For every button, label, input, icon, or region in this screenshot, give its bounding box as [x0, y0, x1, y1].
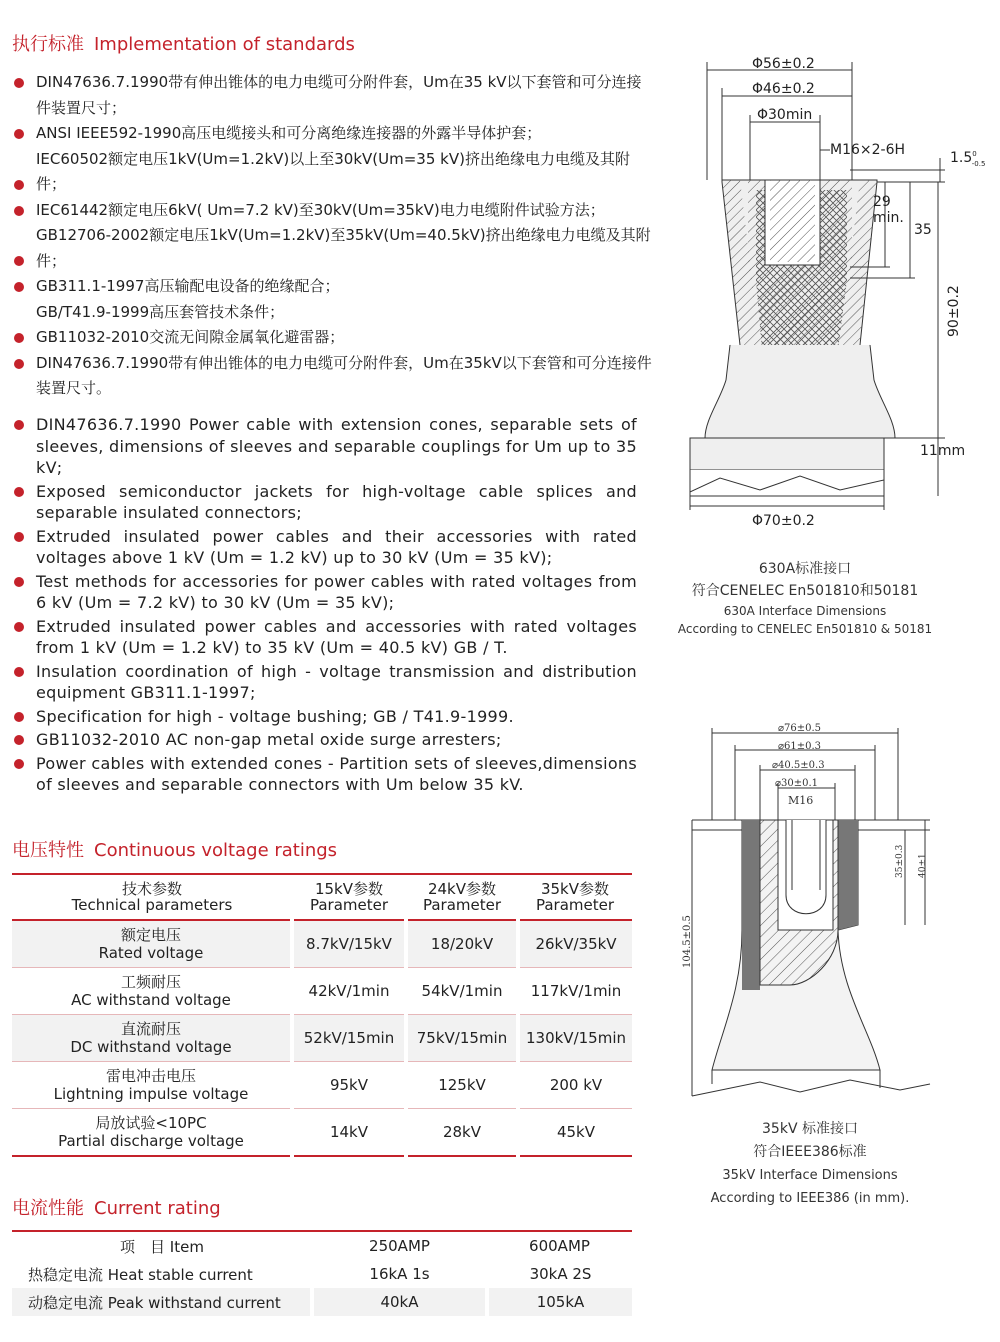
list-item: GB12706-2002额定电压1kV(Um=1.2kV)至35kV(Um=40.5kV)挤出绝缘电力电缆及其附件；: [12, 223, 652, 274]
value-cell: 45kV: [518, 1109, 632, 1157]
header-600amp: 600AMP: [529, 1237, 590, 1255]
standards-title-en: Implementation of standards: [94, 34, 355, 55]
value-cell: 54kV/1min: [406, 968, 518, 1015]
bullet-icon: [14, 577, 24, 587]
bullet-icon: [14, 256, 24, 266]
dim-d46: Φ46±0.2: [752, 81, 815, 97]
standards-list-cn: [12, 70, 652, 402]
value-cell: 125kV: [406, 1062, 518, 1109]
value-cell: 30kA 2S: [529, 1265, 592, 1283]
interface-drawing-35kv: [670, 715, 960, 1115]
bullet-icon: [14, 129, 24, 139]
list-item: IEC60502额定电压1kV(Um=1.2kV)以上至30kV(Um=35 kV)挤出绝缘电力电缆及其附件；: [12, 147, 652, 198]
current-title-en: Current rating: [94, 1198, 221, 1219]
value-cell: 8.7kV/15kV: [292, 920, 406, 968]
parameter-cell: 直流耐压 DC withstand voltage: [12, 1015, 292, 1062]
value-cell: 28kV: [406, 1109, 518, 1157]
table-row: [12, 1062, 632, 1109]
header-35kv: 35kV参数 Parameter: [518, 874, 632, 920]
voltage-title-cn: 电压特性: [12, 840, 84, 861]
dim-d30: ⌀30±0.1: [775, 778, 819, 789]
standards-heading: [12, 30, 355, 56]
value-cell: 105kA: [487, 1288, 632, 1316]
table-row: [12, 1015, 632, 1062]
list-item: Extruded insulated power cables and their accessories with rated voltages above 1 kV (Um = 1.2 kV) up to 30 kV (Um = 35 kV);: [12, 526, 637, 569]
list-item: DIN47636.7.1990带有伸出锥体的电力电缆可分附件套，Um在35kV以下套管和可分连接件装置尺寸。: [12, 351, 652, 402]
voltage-heading: [12, 836, 337, 862]
parameter-cell: 局放试验<10PC Partial discharge voltage: [12, 1109, 292, 1157]
dim-35: 35±0.3: [895, 844, 905, 878]
bullet-icon: [14, 282, 24, 292]
value-cell: 75kV/15min: [406, 1015, 518, 1062]
item-cell: 动稳定电流 Peak withstand current: [12, 1288, 312, 1316]
value-cell: 117kV/1min: [518, 968, 632, 1015]
bullet-icon: [14, 532, 24, 542]
list-item: GB11032-2010 AC non-gap metal oxide surge arresters;: [12, 729, 637, 751]
value-cell: 18/20kV: [406, 920, 518, 968]
bullet-icon: [14, 206, 24, 216]
bullet-icon: [14, 180, 24, 190]
table-row: [12, 920, 632, 968]
list-item: DIN47636.7.1990 Power cable with extension cones, separable sets of sleeves, dimensions of sleeves and separable couplings for Um up to 35 kV;: [12, 414, 637, 479]
list-item: ANSI IEEE592-1990高压电缆接头和可分离绝缘连接器的外露半导体护套；: [12, 121, 652, 147]
parameter-cell: 雷电冲击电压 Lightning impulse voltage: [12, 1062, 292, 1109]
table-row: [12, 1109, 632, 1157]
value-cell: 26kV/35kV: [518, 920, 632, 968]
dim-90: 90±0.2: [946, 285, 962, 337]
value-cell: 16kA 1s: [312, 1260, 487, 1288]
value-cell: 200 kV: [518, 1062, 632, 1109]
list-item: Power cables with extended cones - Partition sets of sleeves,dimensions of sleeves and separable connectors with Um below 35 kV.: [12, 753, 637, 796]
value-cell: 52kV/15min: [292, 1015, 406, 1062]
value-cell: 40kA: [312, 1288, 487, 1316]
dim-d56: Φ56±0.2: [752, 56, 815, 72]
header-250amp: 250AMP: [369, 1237, 430, 1255]
header-technical-parameters: 技术参数 Technical parameters: [12, 874, 292, 920]
parameter-cell: 额定电压 Rated voltage: [12, 920, 292, 968]
list-item: Exposed semiconductor jackets for high-voltage cable splices and separable insulated connectors;: [12, 481, 637, 524]
header-24kv: 24kV参数 Parameter: [406, 874, 518, 920]
dim-35: 35: [914, 222, 932, 238]
value-cell: 42kV/1min: [292, 968, 406, 1015]
bullet-icon: [14, 359, 24, 369]
standards-title-cn: 执行标准: [12, 34, 84, 55]
dim-1-5: $1.5^0$ -0.5: [950, 150, 986, 168]
list-item: Extruded insulated power cables and accessories with rated voltages from 1 kV (Um = 1.2 kV) to 35 kV (Um = 40.5 kV) GB / T.: [12, 616, 637, 659]
list-item: GB/T41.9-1999高压套管技术条件；: [36, 302, 285, 321]
bullet-icon: [14, 735, 24, 745]
value-cell: 130kV/15min: [518, 1015, 632, 1062]
list-item: Specification for high - voltage bushing; GB / T41.9-1999.: [12, 706, 637, 728]
table-header-row: [12, 874, 632, 920]
dim-d30: Φ30min: [757, 107, 813, 123]
table-header-row: [12, 1231, 632, 1260]
bullet-icon: [14, 759, 24, 769]
bullet-icon: [14, 420, 24, 430]
dim-d76: ⌀76±0.5: [778, 723, 822, 734]
bullet-icon: [14, 333, 24, 343]
value-cell: 95kV: [292, 1062, 406, 1109]
list-item: Test methods for accessories for power cables with rated voltages from 6 kV (Um = 7.2 kV) to 30 kV (Um = 35 kV);: [12, 571, 637, 614]
dim-104-5: 104.5±0.5: [682, 915, 693, 968]
current-heading: [12, 1194, 221, 1220]
list-item: GB311.1-1997高压输配电设备的绝缘配合；: [12, 274, 652, 300]
list-item: DIN47636.7.1990带有伸出锥体的电力电缆可分附件套，Um在35 kV以下套管和可分连接件装置尺寸；: [12, 70, 652, 121]
dim-d40-5: ⌀40.5±0.3: [772, 760, 825, 771]
voltage-table: [12, 873, 632, 1157]
dim-d70: Φ70±0.2: [752, 513, 815, 529]
header-item: 项 目 Item: [120, 1237, 204, 1256]
bullet-icon: [14, 667, 24, 677]
value-cell: 14kV: [292, 1109, 406, 1157]
dim-29: 29: [873, 194, 891, 210]
drawing2-caption: 35kV 标准接口 符合IEEE386标准 35kV Interface Dimensions According to IEEE386 (in mm).: [710, 1121, 910, 1206]
interface-drawing-630a: [660, 45, 1000, 545]
parameter-cell: 工频耐压 AC withstand voltage: [12, 968, 292, 1015]
bullet-icon: [14, 622, 24, 632]
table-row: [12, 1260, 632, 1288]
dim-thread: M16×2-6H: [830, 142, 906, 158]
dim-11mm: 11mm: [920, 443, 966, 459]
list-item: Insulation coordination of high - voltage transmission and distribution equipment GB311.1-1997;: [12, 661, 637, 704]
bullet-icon: [14, 78, 24, 88]
current-title-cn: 电流性能: [12, 1198, 84, 1219]
table-row: [12, 1288, 632, 1316]
voltage-title-en: Continuous voltage ratings: [94, 840, 338, 861]
dim-min: min.: [873, 210, 904, 226]
bullet-icon: [14, 712, 24, 722]
dim-40: 40±1: [918, 853, 928, 878]
table-row: [12, 968, 632, 1015]
current-table: [12, 1230, 632, 1316]
bullet-icon: [14, 487, 24, 497]
standards-list-en: [12, 414, 637, 798]
header-15kv: 15kV参数 Parameter: [292, 874, 406, 920]
item-cell: 热稳定电流 Heat stable current: [12, 1260, 312, 1288]
dim-d61: ⌀61±0.3: [778, 741, 822, 752]
dim-m16: M16: [788, 794, 814, 807]
list-item: IEC61442额定电压6kV( Um=7.2 kV)至30kV(Um=35kV)电力电缆附件试验方法；: [12, 198, 652, 224]
list-item: GB11032-2010交流无间隙金属氧化避雷器；: [12, 325, 652, 351]
drawing1-caption: 630A标准接口 符合CENELEC En501810和50181 630A Interface Dimensions According to CENELEC En501810 & 50181: [677, 561, 933, 636]
